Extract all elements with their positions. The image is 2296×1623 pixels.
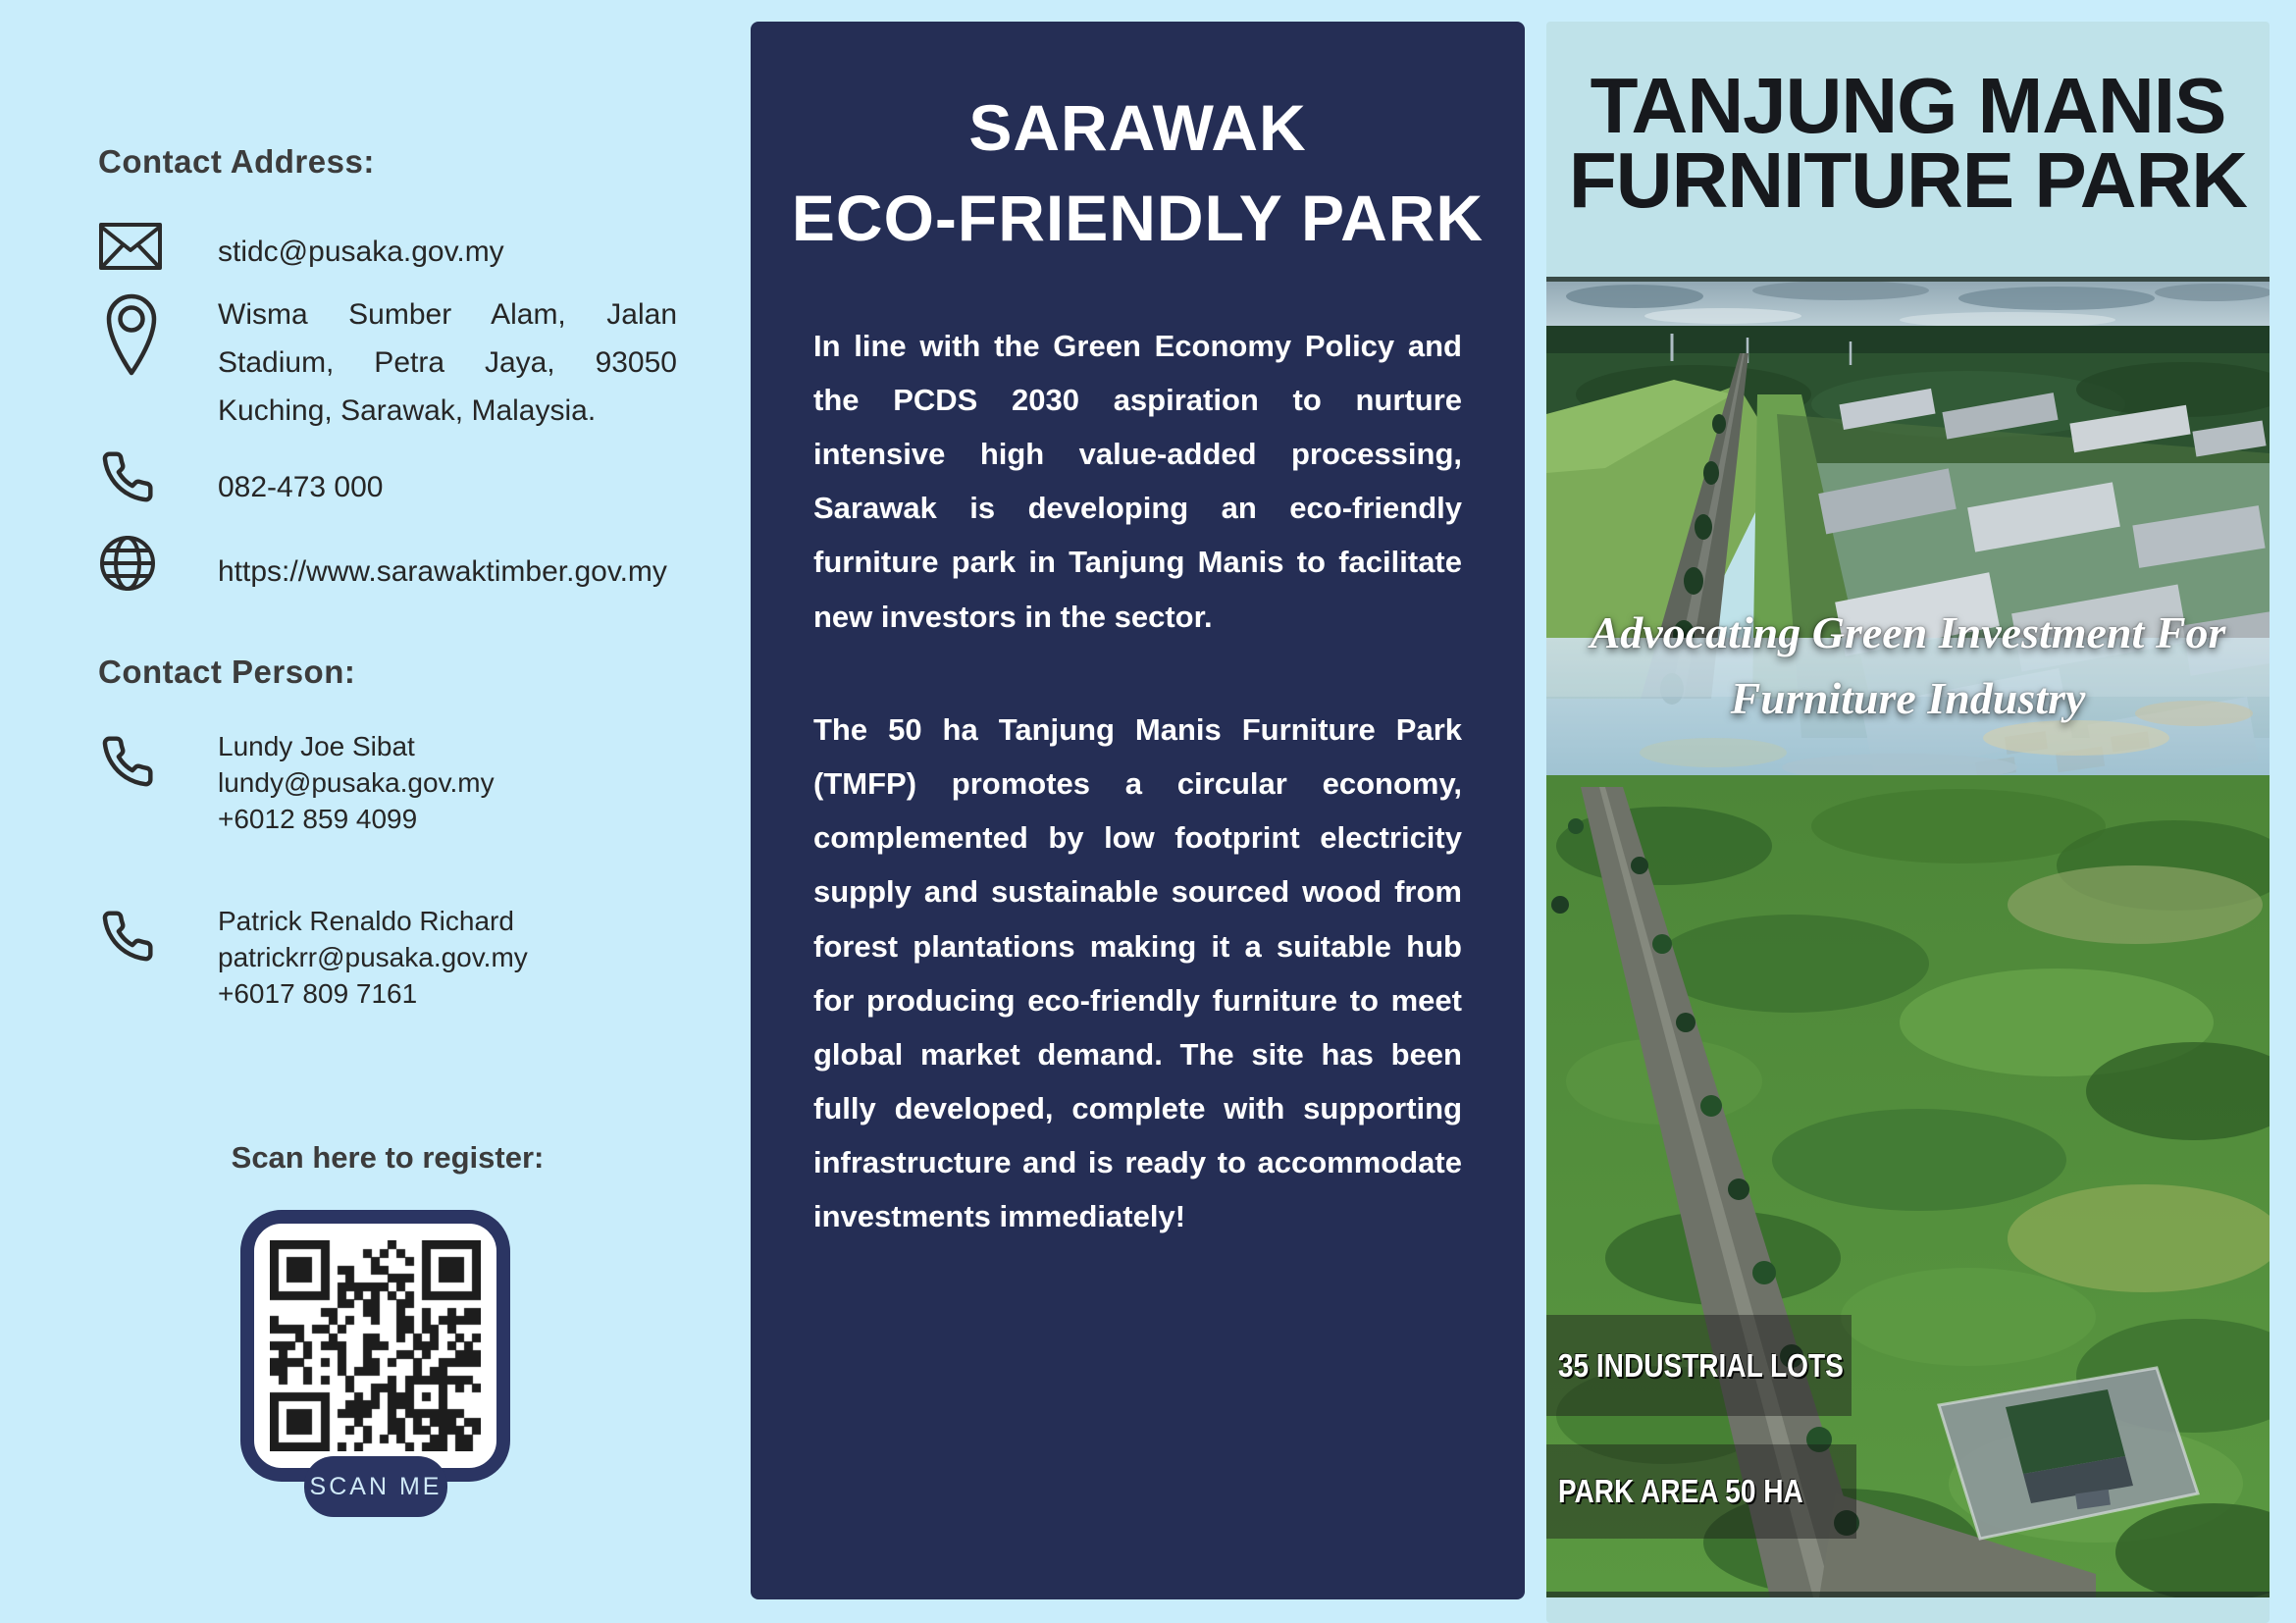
contact-person-1 [218,728,689,837]
contact-person-2 [218,903,689,1012]
industrial-lots-badge [1546,1315,1852,1416]
phone-icon [100,734,155,794]
cover-title [1556,62,2260,224]
phone-icon [100,449,155,509]
qr-code-pattern [270,1240,481,1451]
location-pin-icon [104,292,159,382]
qr-code [240,1210,510,1482]
contact-person-email: patrickrr@pusaka.gov.my [218,942,528,972]
photo-caption-line2: Furniture Industry [1730,672,2086,723]
center-title [770,82,1505,264]
park-area-label: PARK AREA 50 HA [1557,1473,1803,1509]
scan-me-badge [304,1456,447,1517]
contact-address: Wisma Sumber Alam, Jalan Stadium, Petra Jaya, 93050 Kuching, Sarawak, Malaysia. [218,298,677,427]
cover-panel [1546,22,2270,1623]
scan-register-heading: Scan here to register: [231,1140,545,1175]
contact-person-phone: +6017 809 7161 [218,978,418,1009]
cover-title-line1: TANJUNG MANIS [1590,62,2226,149]
center-title-line2: ECO-FRIENDLY PARK [791,182,1485,255]
contact-panel [0,0,751,1623]
intro-paragraph: In line with the Green Economy Policy and the PCDS 2030 aspiration to nurture intensive high value-added processing, Sarawak is developing an eco-friendly furniture park in Tanjung Manis to facilitate new investors in the sector. [813,328,1462,634]
park-description-paragraph: The 50 ha Tanjung Manis Furniture Park (TMFP) promotes a circular economy, complemented by low footprint electricity supply and sustainable sourced wood from forest plantations making it a suitable hub for producing eco-friendly furniture to meet global market demand. The site has been fully developed, complete with supporting infrastructure and is ready to accommodate investments immediately! [813,711,1462,1234]
park-area-badge [1546,1444,1856,1539]
park-aerial-photo [1546,277,2270,1597]
contact-person-name: Lundy Joe Sibat [218,731,415,761]
photo-caption-line1: Advocating Green Investment For [1590,607,2226,657]
contact-person-email: lundy@pusaka.gov.my [218,767,495,798]
industrial-lots-label: 35 INDUSTRIAL LOTS [1557,1346,1844,1384]
contact-person-name: Patrick Renaldo Richard [218,906,514,936]
center-title-line1: SARAWAK [968,91,1307,164]
photo-caption [1546,601,2270,731]
phone-icon [100,909,155,969]
contact-person-phone: +6012 859 4099 [218,804,418,834]
contact-email: stidc@pusaka.gov.my [218,236,504,268]
globe-icon [98,534,157,598]
eco-park-panel [751,22,1525,1599]
contact-address-heading: Contact Address: [98,143,375,180]
contact-website: https://www.sarawaktimber.gov.my [218,555,667,588]
scan-me-label: SCAN ME [309,1472,443,1500]
email-icon [98,222,163,276]
cover-title-line2: FURNITURE PARK [1568,136,2248,224]
contact-person-heading: Contact Person: [98,654,356,690]
contact-phone: 082-473 000 [218,471,384,503]
